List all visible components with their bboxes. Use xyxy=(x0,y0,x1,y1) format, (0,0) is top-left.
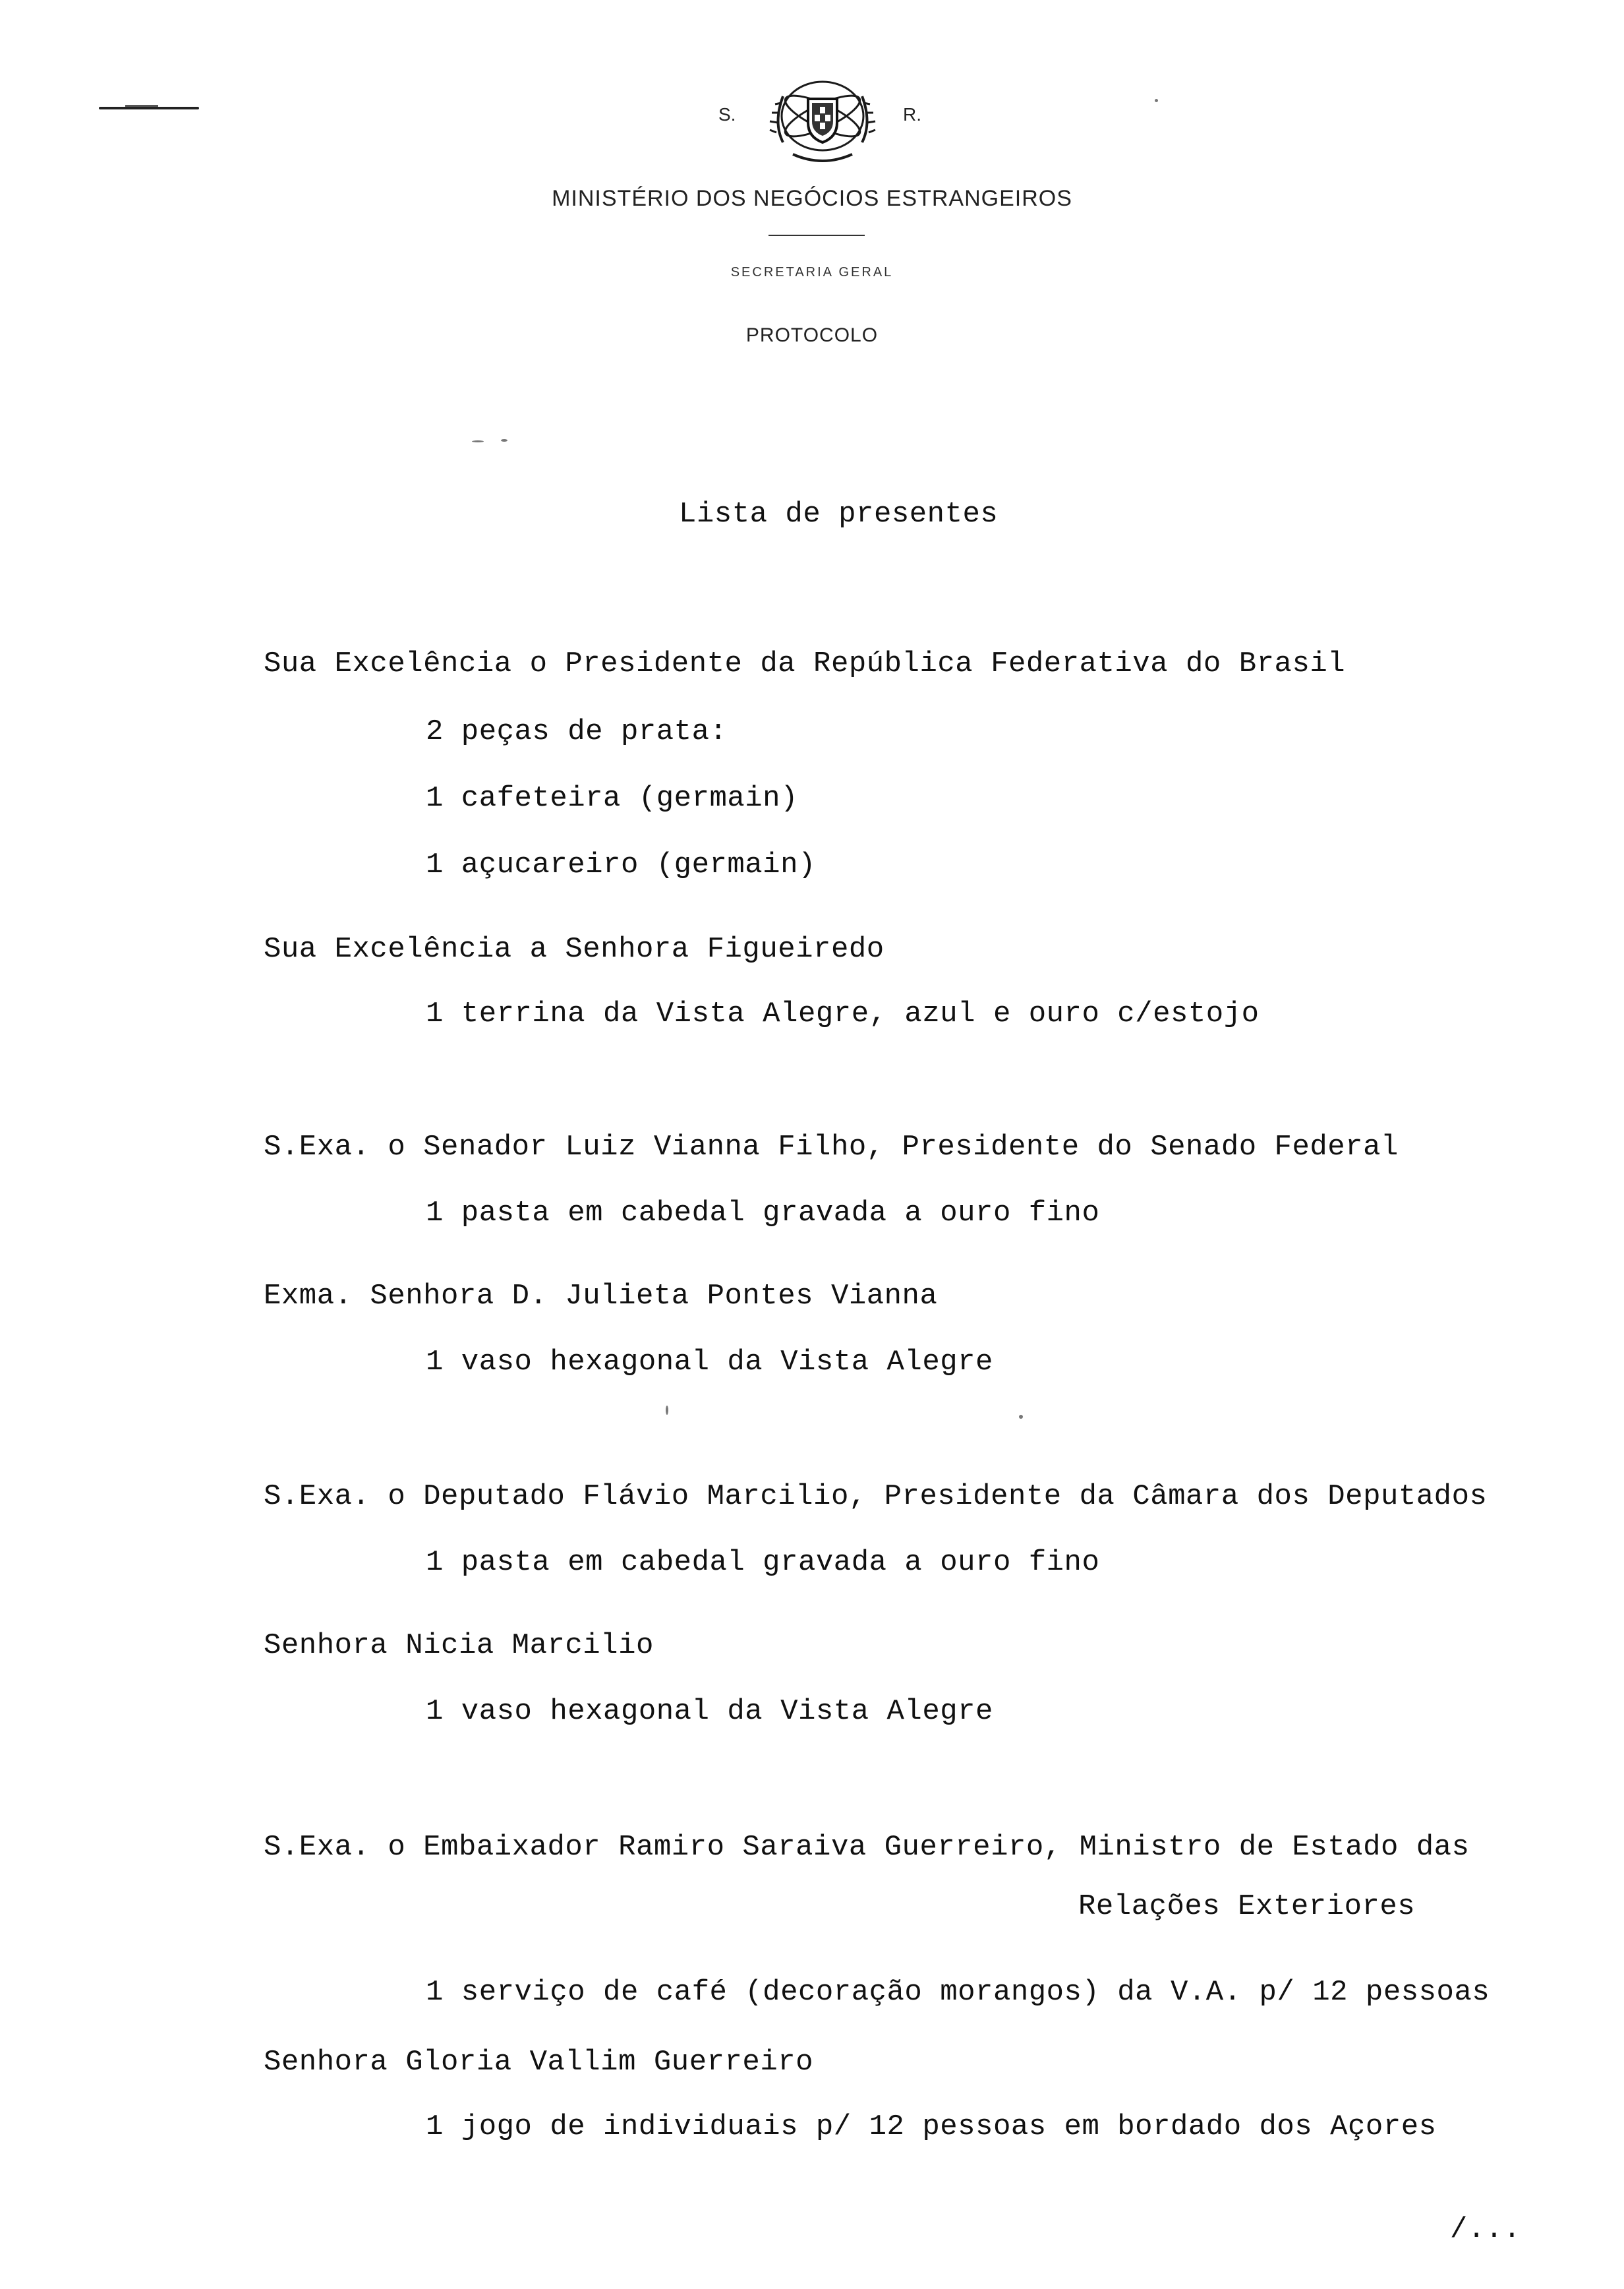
recipient-line: Sua Excelência o Presidente da República Federativa do Brasil xyxy=(264,647,1346,680)
heading-divider xyxy=(768,235,865,236)
paper-speck xyxy=(501,439,508,442)
paper-speck xyxy=(666,1406,668,1415)
continuation-mark: /... xyxy=(1450,2213,1521,2246)
letterhead-right-initial: R. xyxy=(903,104,921,125)
paper-speck xyxy=(1019,1415,1023,1419)
ministry-heading: MINISTÉRIO DOS NEGÓCIOS ESTRANGEIROS xyxy=(552,186,1072,211)
margin-ink-mark xyxy=(99,107,199,109)
gift-line: 1 pasta em cabedal gravada a ouro fino xyxy=(426,1546,1100,1579)
gift-line: 1 pasta em cabedal gravada a ouro fino xyxy=(426,1197,1100,1230)
document-title: Lista de presentes xyxy=(679,498,999,531)
recipient-line: Senhora Gloria Vallim Guerreiro xyxy=(264,2046,814,2079)
recipient-line: Senhora Nicia Marcilio xyxy=(264,1629,654,1662)
recipient-continuation: Relações Exteriores xyxy=(1078,1890,1416,1923)
gift-line: 1 vaso hexagonal da Vista Alegre xyxy=(426,1695,993,1728)
paper-speck xyxy=(1155,99,1158,102)
recipient-line: S.Exa. o Deputado Flávio Marcilio, Presidente da Câmara dos Deputados xyxy=(264,1480,1488,1513)
letterhead-left-initial: S. xyxy=(718,104,736,125)
recipient-line: S.Exa. o Senador Luiz Vianna Filho, Presidente do Senado Federal xyxy=(264,1131,1399,1164)
recipient-line: Sua Excelência a Senhora Figueiredo xyxy=(264,933,884,966)
gift-line: 1 vaso hexagonal da Vista Alegre xyxy=(426,1346,993,1379)
paper-speck xyxy=(472,440,484,442)
gift-line: 1 açucareiro (germain) xyxy=(426,848,816,881)
coat-of-arms-icon xyxy=(757,70,888,169)
gift-line: 1 terrina da Vista Alegre, azul e ouro c/estojo xyxy=(426,997,1260,1030)
section-heading: PROTOCOLO xyxy=(745,324,879,346)
gift-line: 1 jogo de individuais p/ 12 pessoas em bordado dos Açores xyxy=(426,2110,1437,2143)
recipient-line: Exma. Senhora D. Julieta Pontes Vianna xyxy=(264,1280,938,1313)
recipient-line: S.Exa. o Embaixador Ramiro Saraiva Guerreiro, Ministro de Estado das xyxy=(264,1831,1470,1864)
department-heading: SECRETARIA GERAL xyxy=(730,265,894,280)
gift-line: 1 serviço de café (decoração morangos) da V.A. p/ 12 pessoas xyxy=(426,1976,1490,2009)
gift-line: 2 peças de prata: xyxy=(426,715,728,748)
gift-line: 1 cafeteira (germain) xyxy=(426,782,798,815)
